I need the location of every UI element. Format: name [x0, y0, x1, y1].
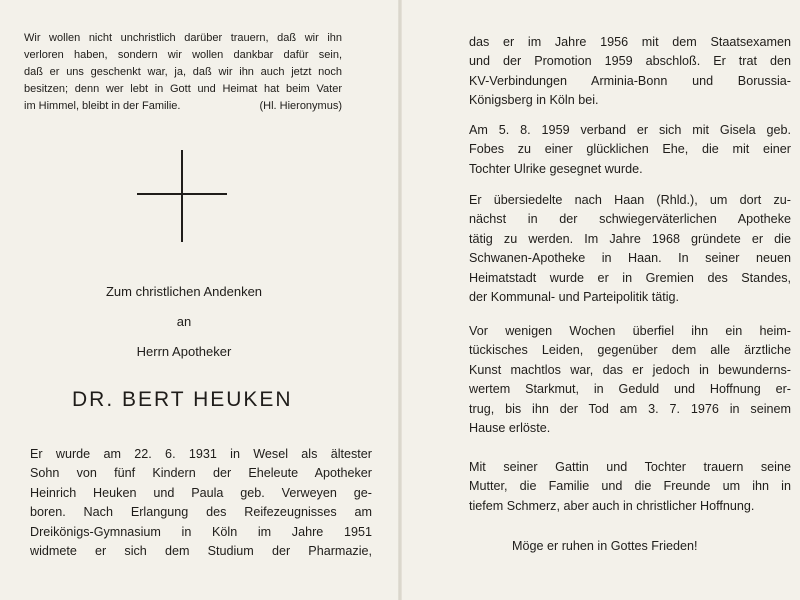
memorial-heading: Zum christlichen Andenken — [105, 284, 263, 299]
text-line: tiefem Schmerz, aber auch in christlicher Hoffnung. — [469, 498, 755, 513]
paragraph-mourners — [469, 458, 791, 516]
text-line: Heimatstadt wurde er in Gremien des Standes, — [469, 270, 791, 285]
quote-last-line — [24, 98, 342, 115]
text-line: nächst in der schwiegerväterlichen Apotheke — [469, 212, 791, 227]
quote-line: besitzen; denn wer lebt in Gott und Heimat hat beim Vater — [24, 83, 342, 95]
memorial-preposition: an — [176, 314, 192, 329]
paragraph-illness — [469, 322, 791, 438]
paragraph-career — [469, 191, 791, 307]
text-line: der Kommunal- und Parteipolitik tätig. — [469, 290, 679, 305]
quote-line: Wir wollen nicht unchristlich darüber trauern, daß wir ihn — [24, 32, 342, 44]
text-line: Hause erlöste. — [469, 421, 551, 436]
text-line: Er wurde am 22. 6. 1931 in Wesel als ältester — [30, 447, 372, 461]
text-line: boren. Nach Erlangung des Reifezeugnisses am — [30, 505, 372, 520]
text-line: Mit seiner Gattin und Tochter trauern seine — [469, 460, 791, 474]
text-line: Königsberg in Köln bei. — [469, 93, 599, 108]
closing-blessing: Möge er ruhen in Gottes Frieden! — [512, 539, 698, 553]
text-line: Sohn von fünf Kindern der Eheleute Apotheker — [30, 466, 372, 481]
paragraph-studies — [469, 33, 791, 111]
text-line: Er übersiedelte nach Haan (Rhld.), um dort zu- — [469, 193, 791, 207]
quote-source: (Hl. Hieronymus) — [259, 100, 342, 112]
text-line: Heinrich Heuken und Paula geb. Verweyen ge- — [30, 485, 372, 500]
text-line: trug, bis ihn der Tod am 3. 7. 1976 in seinem — [469, 401, 791, 416]
text-line: Dreikönigs-Gymnasium in Köln im Jahre 1951 — [30, 524, 372, 539]
text-line: Fobes zu einer glücklichen Ehe, die mit einer — [469, 142, 791, 157]
text-line: Tochter Ulrike gesegnet wurde. — [469, 161, 643, 176]
quote-line: daß er uns geschenkt war, ja, daß wir ihn auch jetzt noch — [24, 66, 342, 78]
text-line: das er im Jahre 1956 mit dem Staatsexamen — [469, 35, 791, 49]
paragraph-marriage — [469, 121, 791, 179]
text-line: Kunst machtlos war, das er jedoch in bewunderns- — [469, 362, 791, 377]
text-line: tückisches Leiden, gegenüber dem alle ärztliche — [469, 343, 791, 358]
right-page — [402, 0, 800, 600]
quote-line: verloren haben, sondern wir wollen dankbar dafür sein, — [24, 49, 342, 61]
cross-icon — [137, 150, 227, 242]
memorial-title: Herrn Apotheker — [136, 344, 232, 359]
text-line: Am 5. 8. 1959 verband er sich mit Gisela geb. — [469, 123, 791, 137]
text-line: wertem Starkmut, in Geduld und Hoffnung er- — [469, 382, 791, 397]
quote-line: im Himmel, bleibt in der Familie. — [24, 100, 181, 112]
text-line: und der Promotion 1959 abschloß. Er trat den — [469, 54, 791, 69]
text-line: widmete er sich dem Studium der Pharmazie, — [30, 544, 372, 559]
quote-block — [24, 30, 342, 115]
biography-left — [30, 445, 372, 561]
left-page — [0, 0, 398, 600]
deceased-name: DR. BERT HEUKEN — [72, 388, 293, 411]
text-line: tätig zu werden. Im Jahre 1968 gründete er die — [469, 231, 791, 246]
text-line: Vor wenigen Wochen überfiel ihn ein heim- — [469, 324, 791, 338]
text-line: KV-Verbindungen Arminia-Bonn und Borussia- — [469, 73, 791, 88]
text-line: Schwanen-Apotheke in Haan. In seiner neuen — [469, 251, 791, 266]
text-line: Mutter, die Familie und die Freunde um ihn in — [469, 479, 791, 494]
